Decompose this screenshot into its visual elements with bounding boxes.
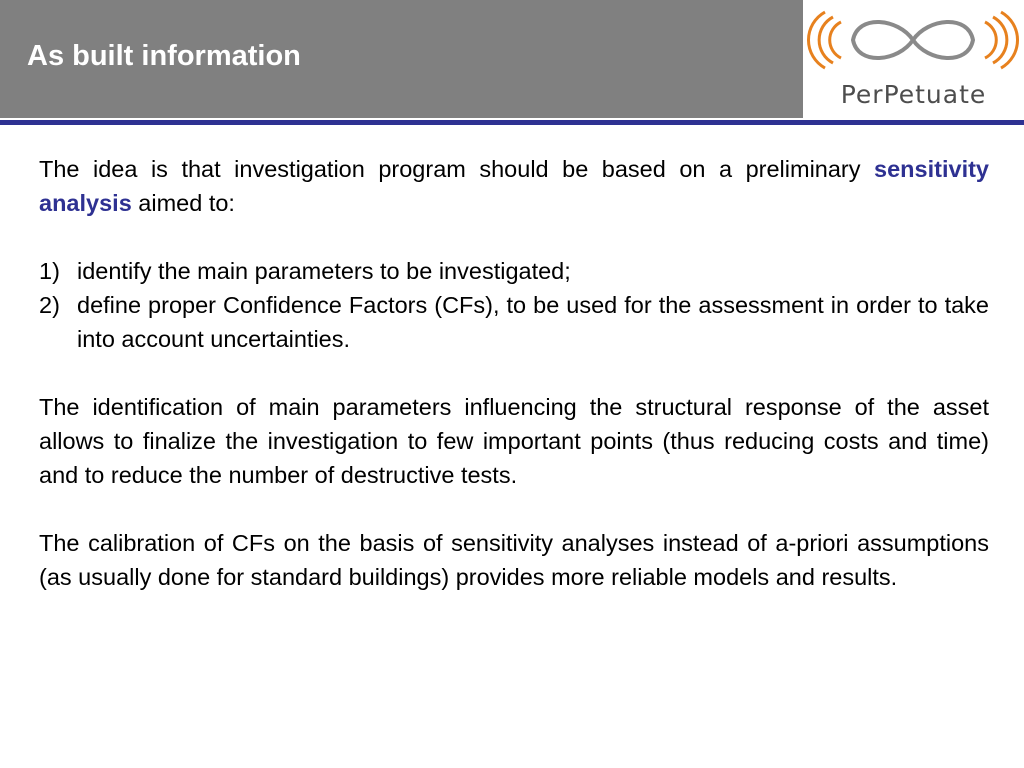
sensitivity-analysis-highlight: sensitivity analysis [39, 156, 989, 216]
intro-tail: aimed to: [131, 190, 235, 216]
list-text: identify the main parameters to be investigated; [77, 258, 571, 284]
slide-body [39, 152, 989, 628]
list-text: define proper Confidence Factors (CFs), to be used for the assessment in order to take into account uncertainties. [77, 292, 989, 352]
slide-title: As built information [27, 40, 301, 72]
calibration-paragraph: The calibration of CFs on the basis of sensitivity analyses instead of a-priori assumptions (as usually done for standard buildings) provides more reliable models and results. [39, 530, 989, 590]
header-divider [0, 120, 1024, 125]
intro-lead: The idea is that investigation program should be based on a preliminary [39, 156, 875, 182]
aims-list [39, 254, 989, 356]
logo-wordmark: PerPetuate [840, 80, 987, 109]
intro-paragraph [39, 152, 989, 220]
list-item [39, 288, 989, 356]
title-bar [0, 0, 803, 118]
identification-paragraph: The identification of main parameters influencing the structural response of the asset allows to finalize the investigation to few important points (thus reducing costs and time) and to reduce the number of destructive tests. [39, 394, 989, 488]
list-number: 2) [39, 292, 60, 318]
list-number: 1) [39, 258, 60, 284]
infinity-logo-icon [803, 0, 1024, 80]
perpetuate-logo [803, 0, 1024, 118]
list-item [39, 254, 989, 288]
